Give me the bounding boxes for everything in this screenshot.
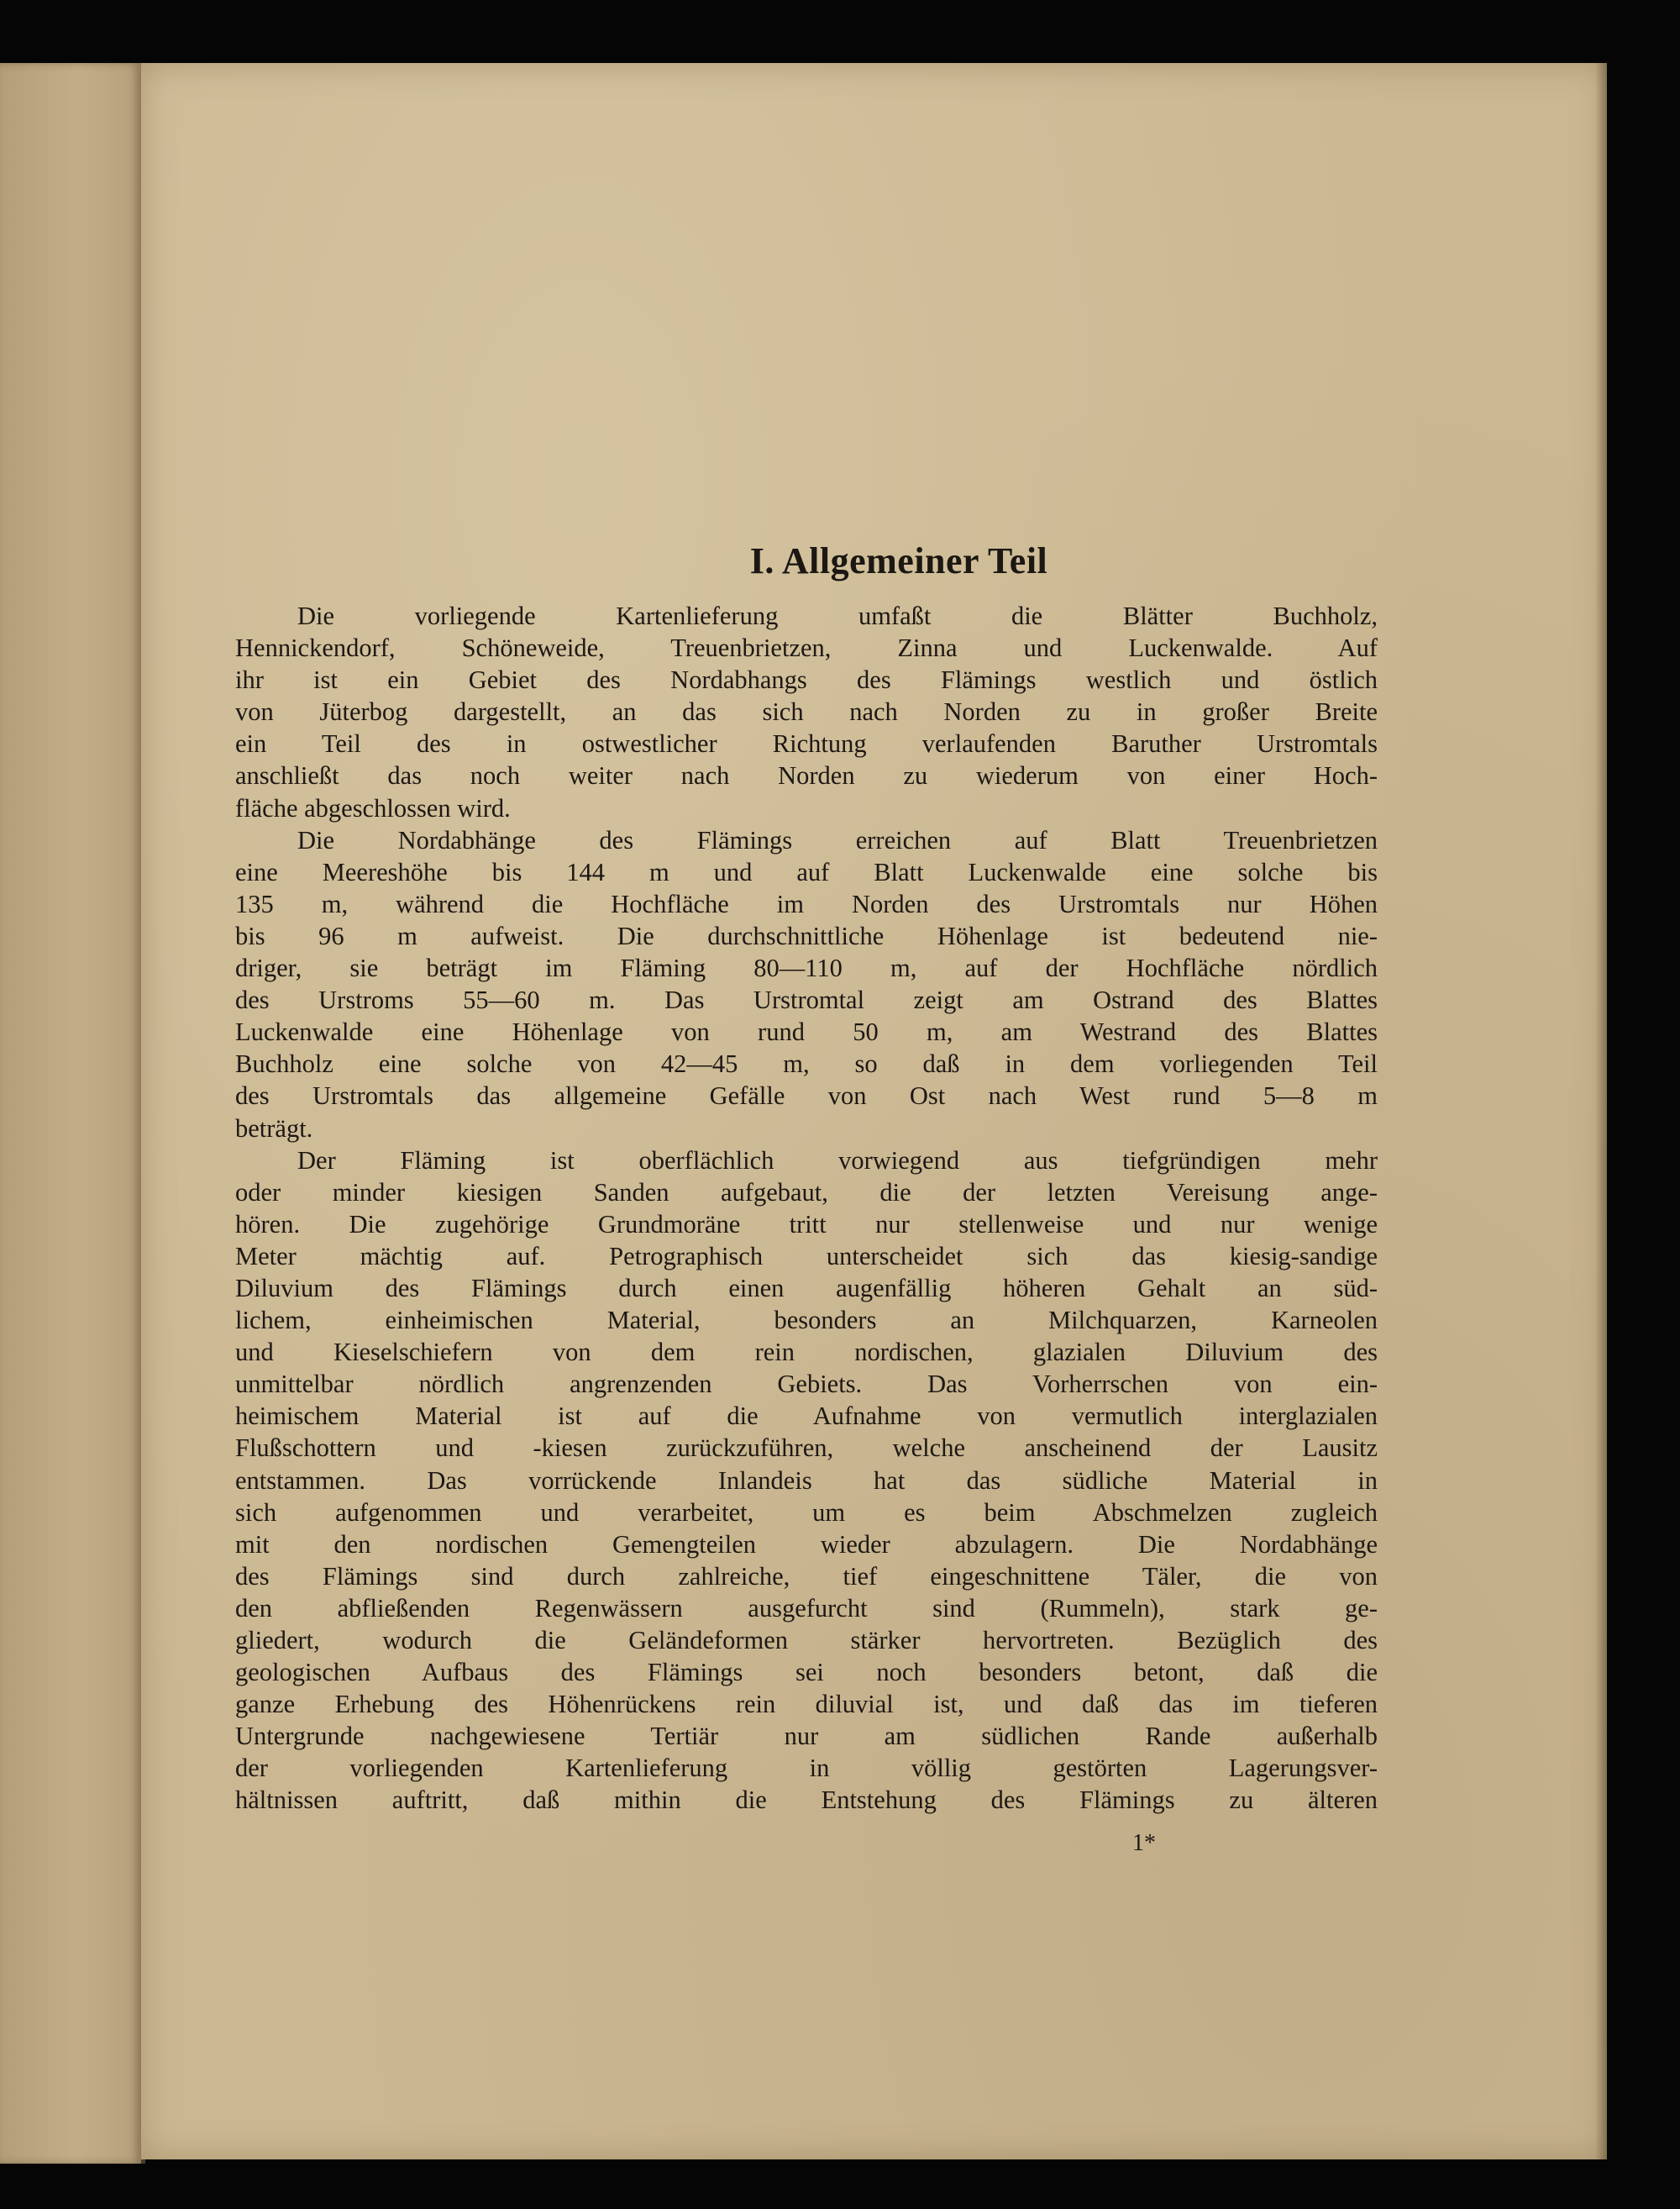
text-line: der vorliegenden Kartenlieferung in völlig gestörten Lagerungsver- — [235, 1754, 1378, 1783]
text-line: bis 96 m aufweist. Die durchschnittliche Höhenlage ist bedeutend nie- — [235, 921, 1378, 950]
text-line: fläche abgeschlossen wird. — [235, 793, 511, 823]
text-line: Die vorliegende Kartenlieferung umfaßt die Blätter Buchholz, — [297, 602, 1378, 630]
text-line: den abfließenden Regenwässern ausgefurcht sind (Rummeln), stark ge- — [235, 1593, 1378, 1623]
text-line: ein Teil des in ostwestlicher Richtung verlaufenden Baruther Urstromtals — [235, 729, 1378, 759]
text-line: gliedert, wodurch die Geländeformen stärker hervortreten. Bezüglich des — [235, 1626, 1378, 1654]
text-line: mit den nordischen Gemengteilen wieder abzulagern. Die Nordabhänge — [235, 1529, 1378, 1559]
text-line: geologischen Aufbaus des Flämings sei noch besonders betont, daß die — [235, 1658, 1378, 1687]
text-line: Die Nordabhänge des Flämings erreichen auf Blatt Treuenbrietzen — [297, 825, 1378, 855]
text-line: lichem, einheimischen Material, besonders an Milchquarzen, Karneolen — [235, 1306, 1378, 1335]
text-line: des Urstromtals das allgemeine Gefälle von Ost nach West rund 5—8 m — [235, 1081, 1378, 1111]
text-line: anschließt das noch weiter nach Norden zu wiederum von einer Hoch- — [235, 761, 1378, 791]
text-line: von Jüterbog dargestellt, an das sich nach Norden zu in großer Breite — [235, 697, 1378, 727]
text-line: entstammen. Das vorrückende Inlandeis hat das südliche Material in — [235, 1465, 1378, 1495]
chapter-heading: I. Allgemeiner Teil — [749, 540, 1048, 581]
paragraph — [235, 1144, 1378, 1817]
text-line: des Urstroms 55—60 m. Das Urstromtal zeigt am Ostrand des Blattes — [235, 986, 1378, 1015]
text-line: Buchholz eine solche von 42—45 m, so daß in dem vorliegenden Teil — [235, 1049, 1378, 1079]
text-line: und Kieselschiefern von dem rein nordischen, glazialen Diluvium des — [235, 1338, 1378, 1367]
paragraph — [235, 600, 1378, 824]
text-line: des Flämings sind durch zahlreiche, tief eingeschnittene Täler, die von — [235, 1561, 1378, 1591]
text-line: hältnissen auftritt, daß mithin die Entstehung des Flämings zu älteren — [235, 1786, 1378, 1815]
text-line: Diluvium des Flämings durch einen augenfällig höheren Gehalt an süd- — [235, 1273, 1378, 1302]
text-line: heimischem Material ist auf die Aufnahme von vermutlich interglazialen — [235, 1402, 1378, 1431]
text-line: Luckenwalde eine Höhenlage von rund 50 m, am Westrand des Blattes — [235, 1018, 1378, 1047]
body-text — [235, 600, 1378, 1817]
text-line: Untergrunde nachgewiesene Tertiär nur am südlichen Rande außerhalb — [235, 1722, 1378, 1751]
page-signature: 1* — [1132, 1830, 1156, 1856]
text-line: beträgt. — [235, 1113, 313, 1143]
previous-page-edge — [0, 63, 145, 2164]
text-line: sich aufgenommen und verarbeitet, um es beim Abschmelzen zugleich — [235, 1497, 1378, 1527]
text-line: unmittelbar nördlich angrenzenden Gebiets. Das Vorherrschen von ein- — [235, 1370, 1378, 1399]
text-line: Meter mächtig auf. Petrographisch unterscheidet sich das kiesig-sandige — [235, 1241, 1378, 1270]
text-line: eine Meereshöhe bis 144 m und auf Blatt Luckenwalde eine solche bis — [235, 857, 1378, 886]
text-line: 135 m, während die Hochfläche im Norden des Urstromtals nur Höhen — [235, 889, 1378, 918]
text-line: hören. Die zugehörige Grundmoräne tritt nur stellenweise und nur wenige — [235, 1209, 1378, 1239]
text-line: Hennickendorf, Schöneweide, Treuenbrietzen, Zinna und Luckenwalde. Auf — [235, 634, 1378, 663]
page-edge-shadow — [1595, 63, 1607, 2159]
text-line: Der Fläming ist oberflächlich vorwiegend aus tiefgründigen mehr — [297, 1145, 1378, 1175]
text-line: ganze Erhebung des Höhenrückens rein diluvial ist, und daß das im tieferen — [235, 1690, 1378, 1719]
text-line: driger, sie beträgt im Fläming 80—110 m, auf der Hochfläche nördlich — [235, 954, 1378, 983]
text-line: ihr ist ein Gebiet des Nordabhangs des Flämings westlich und östlich — [235, 665, 1378, 695]
text-line: oder minder kiesigen Sanden aufgebaut, die der letzten Vereisung ange- — [235, 1177, 1378, 1207]
text-line: Flußschottern und -kiesen zurückzuführen, welche anscheinend der Lausitz — [235, 1433, 1378, 1463]
paragraph — [235, 824, 1378, 1144]
